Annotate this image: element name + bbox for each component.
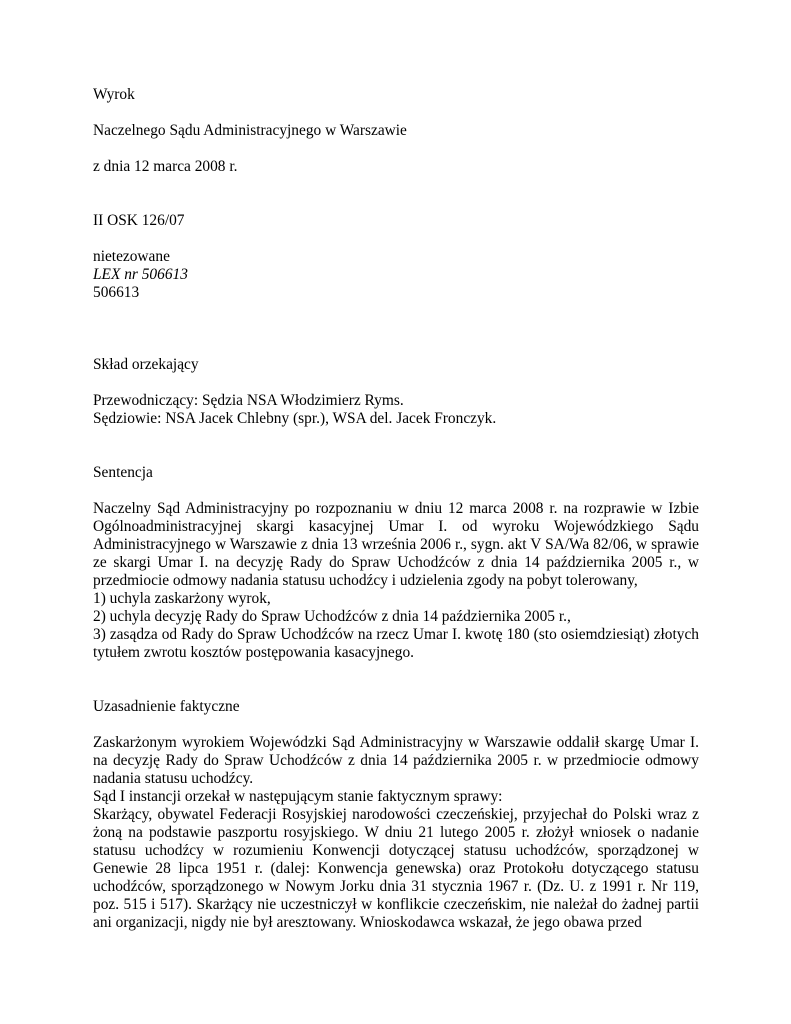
lex-id: 506613 — [93, 284, 140, 301]
uzasadnienie-paragraph-2: Sąd I instancji orzekał w następującym stanie faktycznym sprawy: — [93, 788, 503, 805]
case-number: II OSK 126/07 — [93, 212, 185, 229]
sentencja-item-3: 3) zasądza od Rady do Spraw Uchodźców na rzecz Umar I. kwotę 180 (sto osiemdziesiąt) złotych tytułem zwrotu kosztów postępowania kasacyjnego. — [93, 626, 699, 661]
sentencja-item-2: 2) uchyla decyzję Rady do Spraw Uchodźców z dnia 14 października 2005 r., — [93, 608, 571, 625]
sentencja-item-1: 1) uchyla zaskarżony wyrok, — [93, 590, 271, 607]
judgment-date: z dnia 12 marca 2008 r. — [93, 158, 238, 175]
court-name: Naczelnego Sądu Administracyjnego w Warszawie — [93, 122, 407, 139]
thesis-status: nietezowane — [93, 248, 170, 265]
document-title: Wyrok — [93, 86, 135, 103]
panel-judges: Sędziowie: NSA Jacek Chlebny (spr.), WSA del. Jacek Fronczyk. — [93, 410, 497, 427]
document-page — [93, 86, 699, 932]
uzasadnienie-heading: Uzasadnienie faktyczne — [93, 698, 240, 715]
sentencja-heading: Sentencja — [93, 464, 153, 481]
uzasadnienie-paragraph-1: Zaskarżonym wyrokiem Wojewódzki Sąd Administracyjny w Warszawie oddalił skargę Umar I. na decyzję Rady do Spraw Uchodźców z dnia 14 października 2005 r. w przedmiocie odmowy nadania statusu uchodźcy. — [93, 734, 699, 787]
panel-chair: Przewodniczący: Sędzia NSA Włodzimierz Ryms. — [93, 392, 404, 409]
panel-heading: Skład orzekający — [93, 356, 199, 373]
sentencja-intro: Naczelny Sąd Administracyjny po rozpoznaniu w dniu 12 marca 2008 r. na rozprawie w Izbie Ogólnoadministracyjnej skargi kasacyjnej Umar I. od wyroku Wojewódzkiego Sądu Administracyjnego w Warszawie z dnia 13 września 2006 r., sygn. akt V SA/Wa 82/06, w sprawie ze skargi Umar I. na decyzję Rady do Spraw Uchodźców z dnia 14 października 2005 r., w przedmiocie odmowy nadania statusu uchodźcy i udzielenia zgody na pobyt tolerowany, — [93, 500, 699, 589]
uzasadnienie-paragraph-3: Skarżący, obywatel Federacji Rosyjskiej narodowości czeczeńskiej, przyjechał do Polski wraz z żoną na podstawie paszportu rosyjskiego. W dniu 21 lutego 2005 r. złożył wniosek o nadanie statusu uchodźcy w rozumieniu Konwencji dotyczącej statusu uchodźców, sporządzonej w Genewie 28 lipca 1951 r. (dalej: Konwencja genewska) oraz Protokołu dotyczącego statusu uchodźców, sporządzonego w Nowym Jorku dnia 31 stycznia 1967 r. (Dz. U. z 1991 r. Nr 119, poz. 515 i 517). Skarżący nie uczestniczył w konflikcie czeczeńskim, nie należał do żadnej partii ani organizacji, nigdy nie był aresztowany. Wnioskodawca wskazał, że jego obawa przed — [93, 806, 699, 931]
lex-reference: LEX nr 506613 — [93, 266, 188, 283]
